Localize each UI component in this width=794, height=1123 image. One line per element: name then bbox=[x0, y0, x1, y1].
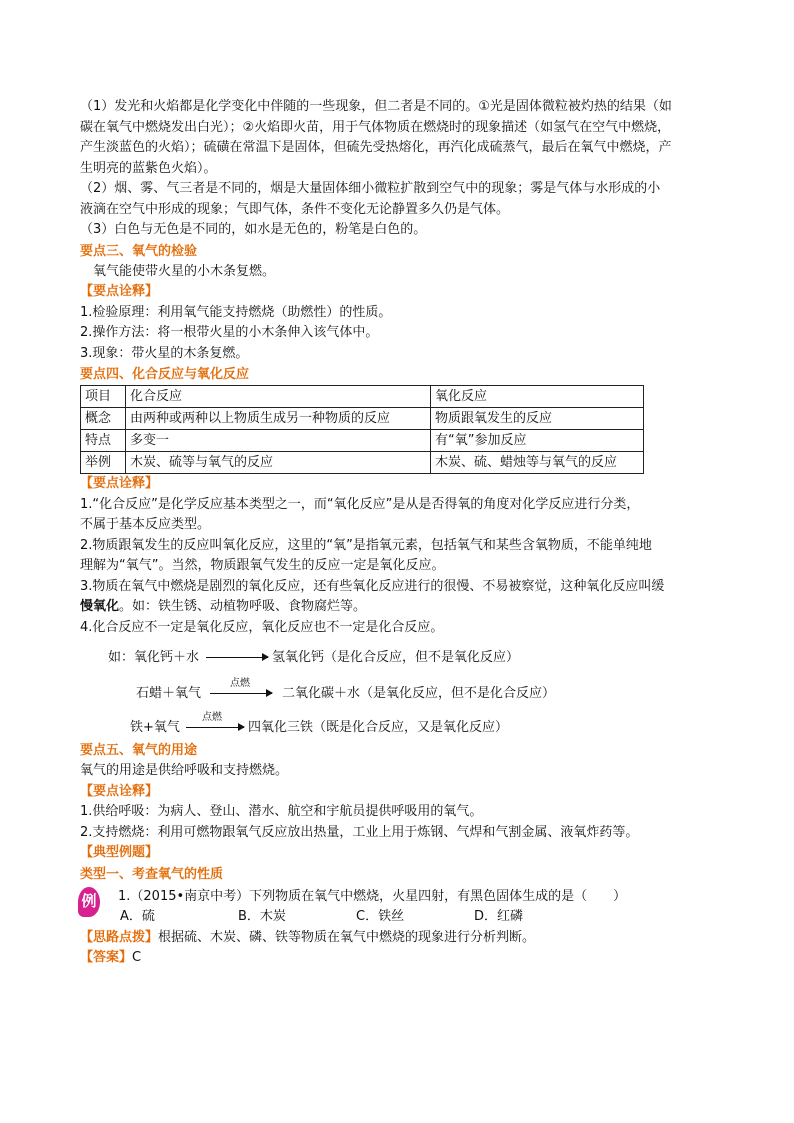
table-cell: 举例 bbox=[81, 452, 126, 474]
hint-line bbox=[80, 928, 716, 949]
section-intro: 氧气能使带火星的小木条复燃。 bbox=[93, 263, 276, 279]
list-item: 1.供给呼吸：为病人、登山、潜水、航空和宇航员提供呼吸用的氧气。 bbox=[80, 804, 483, 819]
note-line: 4.化合反应不一定是氧化反应，氧化反应也不一定是化合反应。 bbox=[80, 619, 444, 635]
table-row bbox=[81, 452, 644, 474]
note-line: 理解为“氧气”。当然，物质跟氧气发生的反应一定是氧化反应。 bbox=[80, 558, 445, 573]
list-item: 2.操作方法：将一根带火星的小木条伸入该气体中。 bbox=[80, 325, 379, 340]
note-line bbox=[80, 597, 716, 618]
section-title-4: 要点四、化合反应与氧化反应 bbox=[80, 367, 250, 382]
equation-left: 石蜡＋氧气 bbox=[136, 686, 202, 701]
example-type-title: 类型一、考查氧气的性质 bbox=[80, 866, 224, 882]
equation-right: 四氧化三铁（既是化合反应，又是氧化反应） bbox=[248, 720, 509, 735]
example-question-block bbox=[80, 887, 716, 928]
equation-left: 如：氧化钙＋水 bbox=[108, 650, 200, 665]
note-line: 2.物质跟氧发生的反应叫氧化反应，这里的“氧”是指氧元素，包括氧气和某些含氧物质，不能单纯地 bbox=[80, 537, 652, 553]
table-row bbox=[81, 408, 644, 430]
table-cell: 由两种或两种以上物质生成另一种物质的反应 bbox=[126, 408, 431, 430]
table-cell: 特点 bbox=[81, 430, 126, 452]
paragraph: 生明亮的蓝紫色火焰）。 bbox=[80, 160, 217, 176]
note-line: 不属于基本反应类型。 bbox=[80, 517, 211, 532]
paragraph: （3）白色与无色是不同的，如水是无色的，粉笔是白色的。 bbox=[80, 222, 427, 237]
answer-line bbox=[80, 948, 716, 969]
question-text: 1.（2015•南京中考）下列物质在氧气中燃烧，火星四射，有黑色固体生成的是（ ） bbox=[118, 888, 627, 904]
table-cell: 木炭、硫等与氧气的反应 bbox=[126, 452, 431, 474]
key-point-tag: 【要点诠释】 bbox=[80, 783, 159, 799]
document-body bbox=[80, 97, 716, 969]
hint-tag: 【思路点拨】 bbox=[80, 929, 159, 945]
table-header-row bbox=[81, 386, 644, 408]
equation-right: 氢氧化钙（是化合反应，但不是氧化反应） bbox=[272, 650, 520, 665]
reaction-arrow bbox=[186, 727, 244, 728]
table-header-cell: 项目 bbox=[81, 386, 126, 408]
note-line: 3.物质在氧气中燃烧是剧烈的氧化反应，还有些氧化反应进行的很慢、不易被察觉，这种氧化反应叫缓 bbox=[80, 578, 665, 594]
bold-term: 慢氧化 bbox=[80, 599, 120, 614]
table-header-cell: 化合反应 bbox=[126, 386, 431, 408]
typical-examples-tag: 【典型例题】 bbox=[80, 845, 159, 860]
answer-text: C bbox=[132, 950, 142, 965]
reaction-arrow bbox=[210, 693, 272, 694]
table-cell: 木炭、硫、蜡烛等与氧气的反应 bbox=[431, 452, 644, 474]
option-c: C．铁丝 bbox=[356, 909, 405, 924]
equation-1 bbox=[80, 638, 716, 668]
table-header-cell: 氧化反应 bbox=[431, 386, 644, 408]
hint-text: 根据硫、木炭、磷、铁等物质在氧气中燃烧的现象进行分析判断。 bbox=[158, 929, 536, 945]
table-row bbox=[81, 430, 644, 452]
equation-right: 二氧化碳＋水（是氧化反应，但不是化合反应） bbox=[282, 686, 556, 701]
list-item: 3.现象：带火星的木条复燃。 bbox=[80, 345, 249, 361]
option-b: B．木炭 bbox=[238, 909, 286, 924]
comparison-table bbox=[80, 385, 644, 474]
table-cell: 概念 bbox=[81, 408, 126, 430]
list-item: 2.支持燃烧：利用可燃物跟氧气反应放出热量，工业上用于炼钢、气焊和气割金属、液氧炸药等。 bbox=[80, 824, 639, 840]
reaction-condition: 点燃 bbox=[230, 678, 250, 689]
key-point-tag: 【要点诠释】 bbox=[80, 284, 159, 299]
paragraph: 产生淡蓝色的火焰）；硫磺在常温下是固体，但硫先受热熔化，再汽化成硫蒸气，最后在氧气中燃烧，产 bbox=[80, 140, 672, 155]
note-line: 1.“化合反应”是化学反应基本类型之一，而“氧化反应”是从是否得氧的角度对化学反应进行分类， bbox=[80, 496, 640, 512]
section-title-3: 要点三、氧气的检验 bbox=[80, 243, 198, 259]
answer-tag: 【答案】 bbox=[80, 950, 133, 965]
options-row bbox=[118, 907, 716, 928]
table-cell: 有“氧”参加反应 bbox=[431, 430, 644, 452]
section-intro: 氧气的用途是供给呼吸和支持燃烧。 bbox=[80, 763, 289, 778]
note-text: 。如：铁生锈、动植物呼吸、食物腐烂等。 bbox=[119, 599, 367, 614]
section-title-5: 要点五、氧气的用途 bbox=[80, 743, 198, 758]
paragraph: 碳在氧气中燃烧发出白光）；②火焰即火苗，用于气体物质在燃烧时的现象描述（如氢气在空气中燃烧， bbox=[80, 119, 671, 135]
reaction-condition: 点燃 bbox=[202, 712, 222, 723]
paragraph: （2）烟、雾、气三者是不同的，烟是大量固体细小微粒扩散到空气中的现象；雾是气体与水形成的小 bbox=[80, 181, 661, 196]
table-cell: 物质跟氧发生的反应 bbox=[431, 408, 644, 430]
table-cell: 多变一 bbox=[126, 430, 431, 452]
list-item: 1.检验原理：利用氧气能支持燃烧（助燃性）的性质。 bbox=[80, 304, 392, 320]
reaction-arrow bbox=[206, 657, 268, 658]
equation-3 bbox=[80, 704, 716, 740]
example-badge-icon: 例 bbox=[78, 887, 100, 917]
equation-left: 铁+氧气 bbox=[130, 720, 180, 735]
equation-2 bbox=[80, 668, 716, 704]
option-d: D．红磷 bbox=[474, 909, 524, 924]
paragraph: （1）发光和火焰都是化学变化中伴随的一些现象，但二者是不同的。①光是固体微粒被灼热的结果（如 bbox=[80, 99, 672, 114]
option-a: A．硫 bbox=[120, 909, 155, 924]
key-point-tag: 【要点诠释】 bbox=[80, 476, 159, 491]
paragraph: 液滴在空气中形成的现象；气即气体，条件不变化无论静置多久仍是气体。 bbox=[80, 201, 510, 217]
